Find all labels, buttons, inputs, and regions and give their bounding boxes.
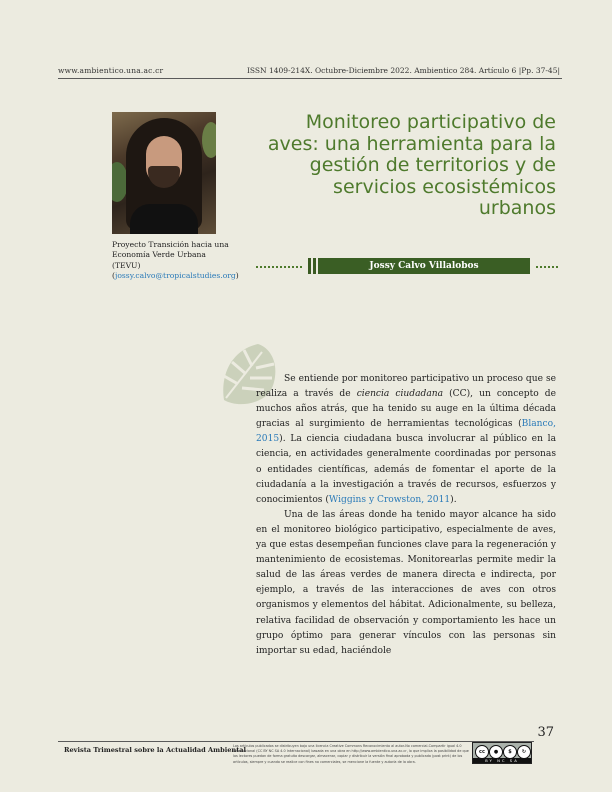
body-paragraph-1 (256, 372, 556, 508)
bar-ornament (308, 258, 311, 274)
author-banner (256, 258, 558, 274)
p1-text-c: ). La ciencia ciudadana busca involucrar al público en la ciencia, en actividades generalmente coordinadas por personas o entidades científicas, además de fomentar el aporte de la ciudadanía a la investigación a través de recursos, esfuerzos y conocimientos ( (256, 434, 556, 505)
cc-icon: cc (475, 745, 489, 759)
header-rule (58, 78, 562, 79)
footer-rule (58, 741, 534, 742)
license-text: Los artículos publicados se distribuyen bajo una licencia Creative Commons Reconocimiento al autor-No comercial-Compartir igual 4.0 Internacional (CC BY NC SA 4.0 Internacional) basada en una obra en http://www.ambientico.una.ac.cr, lo que implica la posibilidad de que los lectores puedan de forma gratuita descargar, almacenar, copiar y distribuir la versión final aprobada y publicada (post print) de los artículos, siempre y cuando se realice con fines no comerciales, se mencione la fuente y autoría de la obra. (233, 744, 469, 764)
email-open: ( (112, 271, 115, 281)
author-affiliation (112, 240, 239, 282)
cc-label-by: BY (485, 758, 494, 763)
dotted-ornament (256, 266, 302, 268)
journal-name: Revista Trimestral sobre la Actualidad Ambiental (64, 746, 247, 754)
affiliation-text: Proyecto Transición hacia una Economía Verde Urbana (TEVU) (112, 240, 229, 270)
photo-shirt (130, 204, 198, 234)
photo-foliage (202, 122, 216, 158)
sa-icon: ↻ (517, 745, 531, 759)
email-close: ) (235, 271, 239, 281)
author-name: Jossy Calvo Villalobos (318, 258, 530, 274)
author-photo (112, 112, 216, 234)
cc-label-nc: NC (497, 758, 507, 763)
nc-icon: $ (503, 745, 517, 759)
citation-link-blanco[interactable]: Blanco, 2015 (256, 419, 556, 445)
p1-italic-term: ciencia ciudadana (356, 389, 444, 400)
p1-text-a: Se entiende por monitoreo participativo un proceso que se realiza a través de (256, 374, 556, 400)
cc-label-sa: SA (509, 758, 519, 763)
p1-text-d: ). (450, 494, 457, 505)
page-number: 37 (537, 725, 554, 740)
header-issn: ISSN 1409-214X. Octubre-Diciembre 2022. Ambientico 284. Artículo 6 |Pp. 37-45| (246, 66, 560, 75)
body-paragraph-2: Una de las áreas donde ha tenido mayor alcance ha sido en el monitoreo biológico participativo, especialmente de aves, ya que estas desempeñan funciones clave para la regeneración y mantenimiento de ecosistemas. Monitorearlas permite medir la salud de las áreas verdes de manera directa e indirecta, por ejemplo, a través de las interacciones de aves con otros organismos y elementos del hábitat. Adicionalmente, su belleza, relativa facilidad de observación y comportamiento les hace un grupo óptimo para generar vínculos con las personas sin importar su edad, haciéndole (256, 509, 556, 656)
dotted-ornament (536, 266, 558, 268)
header-website: www.ambientico.una.ac.cr (58, 66, 164, 75)
cc-license-badge[interactable] (472, 742, 532, 764)
p1-text-b: (CC), un concepto de muchos años atrás, que ha tenido su auge en la última década gracias al surgimiento de herramientas tecnológicas ( (256, 389, 556, 430)
article-body (256, 372, 556, 659)
cc-badge-labels (473, 758, 531, 763)
citation-link-wiggins[interactable]: Wiggins y Crowston, 2011 (328, 494, 451, 505)
bar-ornament (313, 258, 316, 274)
author-email-link[interactable]: jossy.calvo@tropicalstudies.org (114, 271, 236, 281)
article-title: Monitoreo participativo de aves: una herramienta para la gestión de territorios y de servicios ecosistémicos urbanos (267, 111, 556, 220)
by-icon: ● (489, 745, 503, 759)
